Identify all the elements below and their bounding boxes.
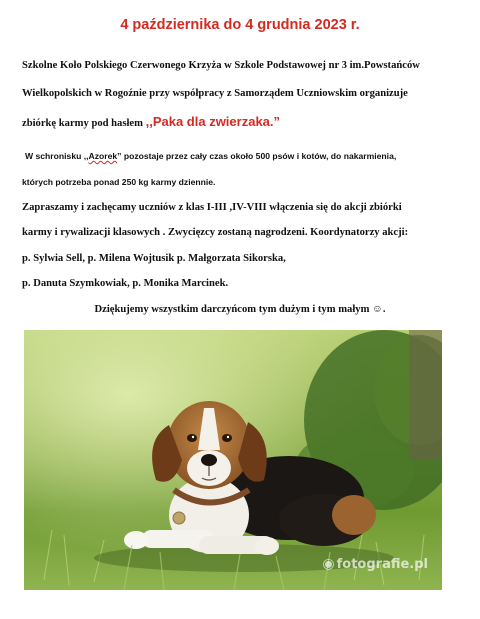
camera-icon: ◉	[322, 556, 335, 572]
paragraph-1-line-1: Szkolne Koło Polskiego Czerwonego Krzyża w Szkole Podstawowej nr 3 im.Powstańców	[22, 60, 420, 71]
coordinators-line-2: p. Danuta Szymkowiak, p. Monika Marcinek.	[22, 278, 229, 289]
paragraph-1-line-3	[22, 114, 280, 129]
shelter-suffix: ” pozostaje przez cały czas około 500 psów i kotów, do nakarmienia,	[117, 151, 397, 161]
thanks-line: Dziękujemy wszystkim darczyńcom tym dużym i tym małym ☺.	[94, 304, 386, 315]
paragraph-2-line-1	[25, 151, 396, 161]
shelter-name: Azorek	[88, 151, 118, 161]
collection-intro: zbiórkę karmy pod hasłem	[22, 118, 146, 129]
coordinators-line-1: p. Sylwia Sell, p. Milena Wojtusik p. Małgorzata Sikorska,	[22, 253, 286, 264]
shelter-prefix: W schronisku ,,	[25, 151, 89, 161]
slogan: ,,Paka dla zwierzaka.”	[145, 114, 281, 129]
photo-watermark	[322, 556, 428, 572]
paragraph-3-line-2: karmy i rywalizacji klasowych . Zwycięzcy zostaną nagrodzeni. Koordynatorzy akcji:	[22, 227, 409, 238]
page-title: 4 października do 4 grudnia 2023 r.	[120, 17, 360, 33]
paragraph-1-line-2: Wielkopolskich w Rogoźnie przy współpracy z Samorządem Uczniowskim organizuje	[22, 88, 408, 99]
watermark-text: fotografie.pl	[336, 557, 428, 572]
beagle-photo	[24, 330, 442, 590]
paragraph-2-line-2: których potrzeba ponad 250 kg karmy dziennie.	[22, 177, 216, 187]
paragraph-3-line-1: Zapraszamy i zachęcamy uczniów z klas I-III ,IV-VIII włączenia się do akcji zbiórki	[22, 202, 402, 213]
